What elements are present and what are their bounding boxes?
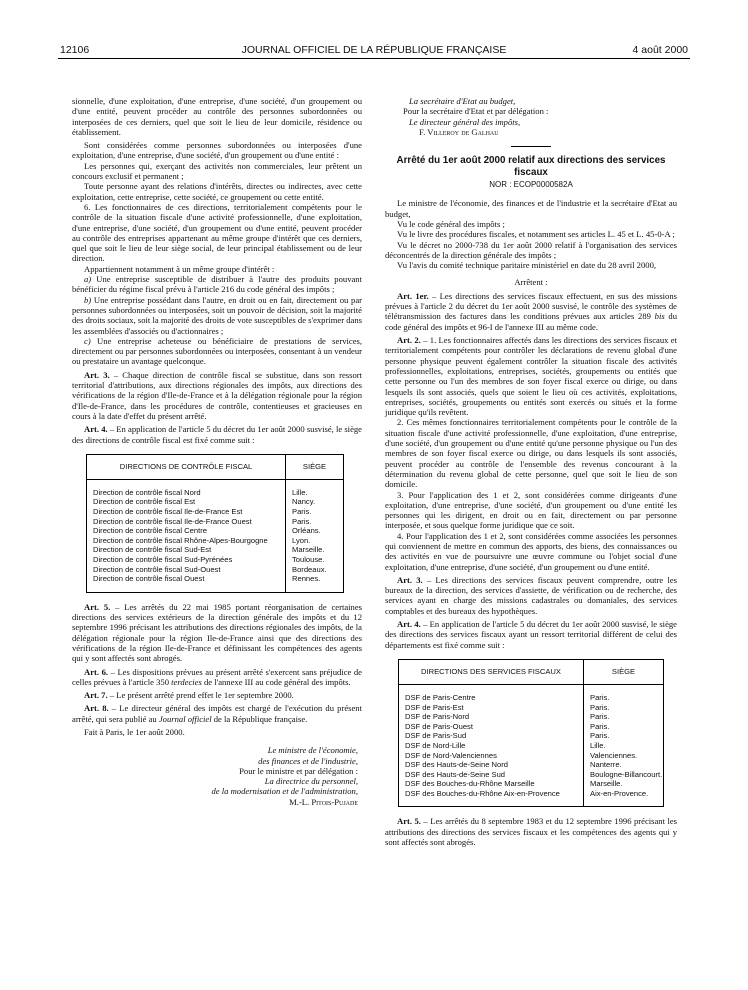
siege-city: Boulogne-Billancourt. <box>590 769 663 779</box>
paragraph: 4. Pour l'application des 1 et 2, sont considérées comme associées les personnes qui conviennent de mettre en commun des apports, des biens, des connaissances ou des activités en vue de poursuivre une œuvre commune ou l'objet social d'une exploitation, d'une entreprise, d'une société, d'un groupement ou d'une entité. <box>385 530 677 572</box>
direction-name: Direction de contrôle fiscal Sud-Pyrénées <box>87 555 286 565</box>
article-2 <box>385 335 677 417</box>
paragraph: 6. Les fonctionnaires de ces directions, territorialement compétents pour le contrôle de la situation fiscale d'une activité professionnelle, d'une exploitation, d'une entreprise, d'une société, d'un groupement ou d'une entité, peuvent procéder au contrôle des entreprises appartenant au même groupe d'intérêt que ces derniers, quel que soit le lieu de leur siège social, de leur principal établissement ou de leur direction. <box>72 201 362 264</box>
direction-name: Direction de contrôle fiscal Est <box>87 497 286 507</box>
issue-date: 4 août 2000 <box>632 44 688 56</box>
direction-name: DSF des Hauts-de-Seine Sud <box>399 770 584 780</box>
article-5 <box>385 816 677 847</box>
siege-city: Paris. <box>292 516 312 526</box>
list-text: Une entreprise possédant dans l'autre, en droit ou en fait, directement ou par personnes subordonnées ou interposées, soit un pouvoir de décision, soit la majorité des droits sociaux, soit la majorité des droits de vote susceptibles de s'exprimer dans les assemblées d'associés ou d'actionnaires ; <box>72 294 362 336</box>
direction-name: Direction de contrôle fiscal Ile-de-France Est <box>87 507 286 517</box>
paragraph: Les personnes qui, exerçant des activités non commerciales, leur prêtent un concours exclusif et permanent ; <box>72 160 362 182</box>
paragraph: 2. Ces mêmes fonctionnaires territorialement compétents pour le contrôle de la situation fiscale d'une activité professionnelle, d'une exploitation, d'une entreprise, d'une société, d'un groupement ou d'une entité qu'une personne physique ou l'un des membres de son foyer fiscal exerce ou dirige, ou dans lesquels ils sont associés, peuvent procéder au contrôle de l'ensemble des revenus concourant à la détermination du revenu global de cette personne, quel que soit le lieu de son domicile. <box>385 417 677 490</box>
table-header: SIÈGE <box>286 454 344 479</box>
paragraph: Le ministre de l'économie, des finances et de l'industrie et la secrétaire d'Etat au budget, <box>385 198 677 219</box>
article-label: Art. 4. <box>397 619 421 630</box>
table-row <box>87 507 344 517</box>
siege-city: Rennes. <box>292 574 321 584</box>
table-row <box>399 684 664 702</box>
article-label: Art. 3. <box>397 574 423 585</box>
list-marker: b) <box>84 294 92 305</box>
siege-city: Toulouse. <box>292 554 325 564</box>
visa: Vu le code général des impôts ; <box>397 219 505 230</box>
direction-name: Direction de contrôle fiscal Sud-Ouest <box>87 565 286 575</box>
direction-name: DSF de Paris-Nord <box>399 712 584 722</box>
siege-city: Marseille. <box>590 779 623 789</box>
table-row <box>399 712 664 722</box>
table-row <box>399 703 664 713</box>
direction-name: DSF de Paris-Ouest <box>399 722 584 732</box>
signatory-title: de la modernisation et de l'administration, <box>211 786 358 797</box>
list-text: Une entreprise acheteuse ou bénéficiaire de prestations de services, directement ou par personnes subordonnées ou interposées, consentant à un vendeur ou prestataire un avantage quelconque. <box>72 335 362 367</box>
siege-city: Paris. <box>292 506 312 516</box>
article-label: Art. 5. <box>397 816 421 827</box>
direction-name: DSF de Paris-Est <box>399 703 584 713</box>
table-row <box>399 779 664 789</box>
direction-name: Direction de contrôle fiscal Ouest <box>87 574 286 592</box>
article-text-italic: terdecies <box>171 676 202 687</box>
article-4 <box>72 424 362 445</box>
table-row <box>87 479 344 497</box>
left-column <box>72 96 362 807</box>
table-row <box>399 770 664 780</box>
article-label: Art. 2. <box>397 335 421 346</box>
running-header <box>58 42 690 59</box>
table-row <box>399 789 664 807</box>
direction-name: Direction de contrôle fiscal Ile-de-France Ouest <box>87 517 286 527</box>
siege-city: Lille. <box>590 740 606 750</box>
paragraph: Toute personne ayant des relations d'intérêts, directes ou indirectes, avec cette exploitation, cette entreprise, cette société, ce groupement ou cette entité. <box>72 181 362 202</box>
table-controle-fiscal <box>86 454 344 593</box>
article-text: de l'annexe III au code général des impôts. <box>201 676 351 687</box>
article-text-italic: Journal officiel <box>158 713 212 724</box>
article-label: Art. 1er. <box>397 290 429 301</box>
table-row <box>399 760 664 770</box>
delegation-line: Pour le ministre et par délégation : <box>239 765 358 776</box>
table-header: DIRECTIONS DES SERVICES FISCAUX <box>399 659 584 684</box>
table-row <box>87 565 344 575</box>
siege-city: Marseille. <box>292 545 325 555</box>
article-label: Art. 3. <box>84 369 110 380</box>
table-row <box>399 731 664 741</box>
direction-name: DSF de Nord-Valenciennes <box>399 751 584 761</box>
signatory-title: des finances et de l'industrie, <box>258 755 358 766</box>
table-row <box>87 497 344 507</box>
article-3 <box>72 370 362 421</box>
list-text: Une entreprise susceptible de distribuer à l'autre des produits pouvant bénéficier du régime fiscal prévu à l'article 216 du code général des impôts ; <box>72 274 362 295</box>
article-1 <box>385 291 677 332</box>
siege-city: Paris. <box>590 731 610 741</box>
siege-city: Bordeaux. <box>292 564 327 574</box>
decree-title: Arrêté du 1er août 2000 relatif aux directions des services fiscaux <box>396 155 666 178</box>
article-text: – Chaque direction de contrôle fiscal se substitue, dans son ressort territorial d'attributions, aux directions régionales des impôts, aux directions des vérifications de la région d'Ile-de-France et à la délégation régionale pour la région d'Ile-de-France, dans les procédures de contrôle, contentieuses et gracieuses en cours à la date d'effet du présent arrêté. <box>72 369 362 421</box>
article-text-italic: bis <box>654 311 665 322</box>
article-8 <box>72 703 362 724</box>
table-row <box>87 555 344 565</box>
arretent-heading: Arrêtent : <box>514 276 548 287</box>
direction-name: Direction de contrôle fiscal Centre <box>87 526 286 536</box>
signing-place-date: Fait à Paris, le 1er août 2000. <box>84 727 185 737</box>
article-text: – Les dispositions prévues au présent arrêté s'exercent sans préjudice de celles prévues à l'article 350 <box>72 666 362 687</box>
table-header: SIÈGE <box>584 659 664 684</box>
article-text: – Les arrêtés du 8 septembre 1983 et du 12 septembre 1996 précisant les attributions des directions des services fiscaux et les compétences des agents qui y sont affectés sont abrogés. <box>385 816 678 848</box>
paragraph: sionnelle, d'une exploitation, d'une entreprise, d'une société, d'un groupement ou d'une entité, peuvent procéder au contrôle des personnes subordonnées ou interposées de ces derniers, quel que soit le lieu de leur domicile, résidence ou établissement. <box>72 96 362 137</box>
direction-name: Direction de contrôle fiscal Rhône-Alpes-Bourgogne <box>87 536 286 546</box>
article-7 <box>72 690 362 700</box>
siege-city: Nanterre. <box>590 760 622 770</box>
table-row <box>87 517 344 527</box>
signature-block <box>385 96 677 137</box>
article-text: – En application de l'article 5 du décret du 1er août 2000 susvisé, le siège des directions des services fiscaux ayant un ressort territorial différent de celui des départements est fixé comme suit : <box>385 619 677 650</box>
article-text: de la République française. <box>211 713 308 724</box>
signatory-name: F. Villeroy de Galhau <box>419 126 499 137</box>
table-row <box>399 751 664 761</box>
signature-block <box>72 745 358 807</box>
article-text: – Le directeur général des impôts est chargé de l'exécution du présent arrêté, qui sera publié au <box>72 703 362 724</box>
siege-city: Paris. <box>590 712 610 722</box>
list-marker: a) <box>84 274 92 285</box>
direction-name: DSF de Paris-Centre <box>399 684 584 702</box>
page-number: 12106 <box>60 44 90 56</box>
siege-city: Orléans. <box>292 526 321 536</box>
article-label: Art. 6. <box>84 666 109 677</box>
article-text: – En application de l'article 5 du décret du 1er août 2000 susvisé, le siège des directions de contrôle fiscal est fixé comme suit : <box>72 424 362 445</box>
siege-city: Lyon. <box>292 535 311 545</box>
right-column <box>385 96 677 847</box>
siege-city: Paris. <box>590 702 610 712</box>
paragraph: Appartiennent notamment à un même groupe d'intérêt : <box>84 263 275 274</box>
article-label: Art. 5. <box>84 601 111 612</box>
siege-city: Lille. <box>292 487 308 497</box>
table-row <box>87 536 344 546</box>
paragraph: Sont considérées comme personnes subordonnées ou interposées d'une exploitation, d'une entreprise, d'une société, d'un groupement ou d'une entité : <box>72 140 362 161</box>
signatory-name: M.-L. Pitois-Pujade <box>289 796 358 807</box>
siege-city: Aix-en-Provence. <box>590 788 649 798</box>
article-6 <box>72 667 362 688</box>
article-text: – Les directions des services fiscaux peuvent comprendre, outre les bureaux de la direction, des services d'assiette, de vérification ou de recherche, des services ayant en charge des missions cadastrales ou domaniales, des services comptables et des bureaux des hypothèques. <box>385 574 678 616</box>
list-item <box>72 274 362 295</box>
signatory-title: La secrétaire d'Etat au budget, <box>409 96 516 106</box>
delegation-line: Pour la secrétaire d'Etat et par délégation : <box>403 106 549 117</box>
table-row <box>87 574 344 592</box>
paragraph: 3. Pour l'application des 1 et 2, sont considérées comme dirigeants d'une exploitation, d'une entreprise, d'une société, d'un groupement ou d'une entité les personnes qui les dirigent, en droit ou en fait, directement ou par personne interposée, et sous quelque forme juridique que ce soit. <box>385 489 677 531</box>
visa: Vu l'avis du comité technique paritaire ministériel en date du 28 avril 2000, <box>397 260 657 271</box>
direction-name: Direction de contrôle fiscal Sud-Est <box>87 545 286 555</box>
table-header: DIRECTIONS DE CONTRÔLE FISCAL <box>87 454 286 479</box>
direction-name: DSF de Nord-Lille <box>399 741 584 751</box>
article-label: Art. 4. <box>84 424 108 435</box>
divider <box>511 146 551 147</box>
visa: Vu le décret no 2000-738 du 1er août 2000 relatif à l'organisation des services déconcentrés de la direction générale des impôts ; <box>385 239 677 260</box>
nor-reference: NOR : ECOP0000582A <box>489 180 573 190</box>
article-text: – Les arrêtés du 22 mai 1985 portant réorganisation de certaines directions des services extérieurs de la direction générale des impôts et du 12 septembre 1996 précisant les attributions des directions régionales des impôts, de la délégation régionale pour la région Ile-de-France ainsi que des directions des vérifications de la région Ile-de-France et définissant les compétences des agents qui y sont affectés sont abrogés. <box>72 601 362 664</box>
siege-city: Paris. <box>590 721 610 731</box>
article-5 <box>72 602 362 664</box>
article-label: Art. 8. <box>84 703 109 714</box>
table-services-fiscaux <box>398 659 664 808</box>
table-row <box>87 545 344 555</box>
direction-name: DSF de Paris-Sud <box>399 731 584 741</box>
signatory-title: Le ministre de l'économie, <box>267 745 358 756</box>
direction-name: Direction de contrôle fiscal Nord <box>87 479 286 497</box>
direction-name: DSF des Bouches-du-Rhône Marseille <box>399 779 584 789</box>
siege-city: Nancy. <box>292 497 316 507</box>
table-row <box>399 741 664 751</box>
direction-name: DSF des Hauts-de-Seine Nord <box>399 760 584 770</box>
list-item <box>72 336 362 367</box>
article-text: du code général des impôts et 96-I de l'annexe III au même code. <box>385 311 677 332</box>
article-label: Art. 7. <box>84 690 108 701</box>
list-item <box>72 295 362 336</box>
table-row <box>399 722 664 732</box>
article-3 <box>385 575 677 616</box>
list-marker: c) <box>84 335 91 346</box>
signatory-title: Le directeur général des impôts, <box>409 116 521 127</box>
article-text: – Le présent arrêté prend effet le 1er septembre 2000. <box>107 690 294 701</box>
signatory-title: La directrice du personnel, <box>264 776 358 787</box>
article-text: – Les directions des services fiscaux effectuent, en sus des missions prévues à l'article 2 du décret du 1er août 2000 susvisé, le contrôle des systèmes de télétransmission des factures dans les conditions prévues aux articles 289 <box>385 290 677 322</box>
article-text: – 1. Les fonctionnaires affectés dans les directions des services fiscaux et territorialement compétents pour contrôler les déclarations de revenu global d'une personne physique peuvent également contrôler la situation fiscale des activités professionnelles, exploitations, entreprises, sociétés, groupements ou entités que cette personne ou l'un des membres de son foyer fiscal exerce ou dirige, ou dans lesquels ils sont associés, quels que soient le lieu où ces activités, exploitations, entreprises, sociétés, groupements ou entités sont exercés ou situés et la forme juridique qu'ils revêtent. <box>385 335 677 418</box>
siege-city: Valenciennes. <box>590 750 638 760</box>
article-4 <box>385 619 677 650</box>
table-row <box>87 526 344 536</box>
direction-name: DSF des Bouches-du-Rhône Aix-en-Provence <box>399 789 584 807</box>
siege-city: Paris. <box>590 692 610 702</box>
visa: Vu le livre des procédures fiscales, et notamment ses articles L. 45 et L. 45-0-A ; <box>397 229 675 240</box>
journal-title: JOURNAL OFFICIEL DE LA RÉPUBLIQUE FRANÇAISE <box>241 44 507 56</box>
